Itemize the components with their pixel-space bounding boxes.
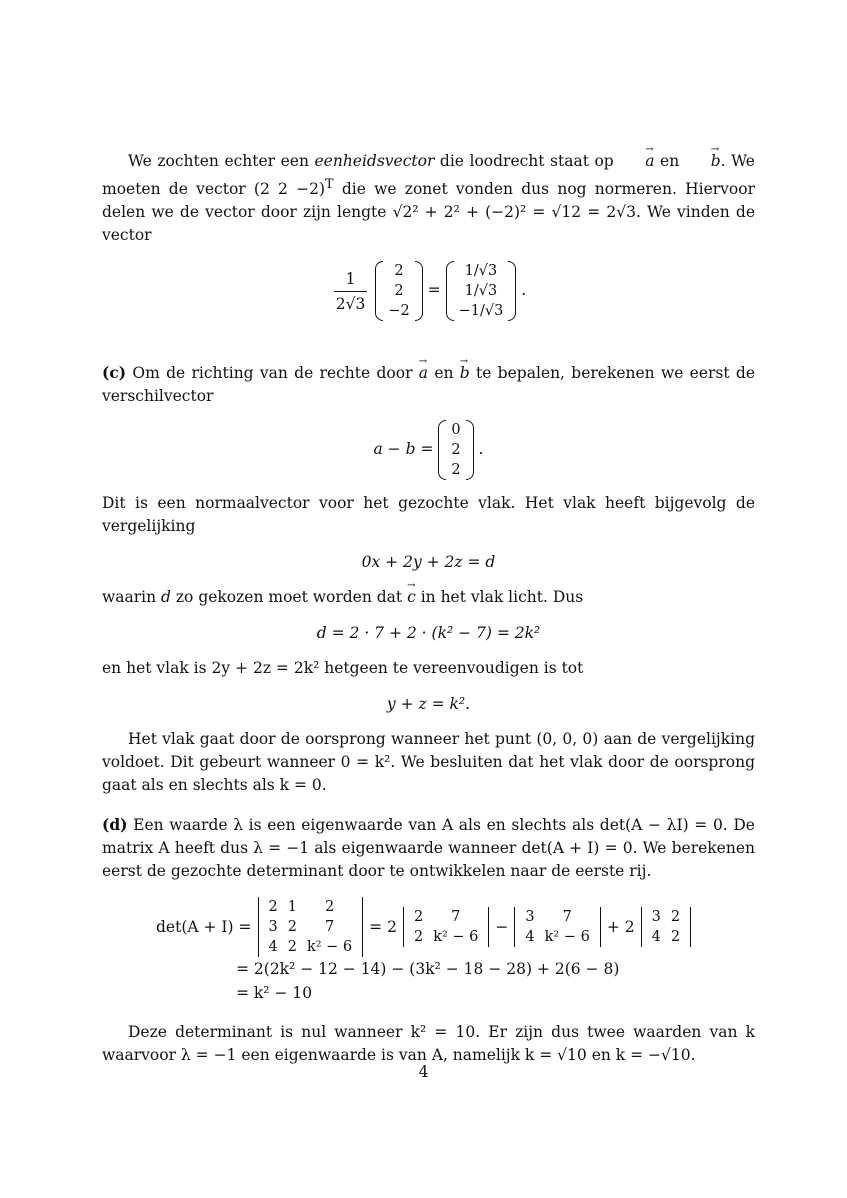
part-label-c: (c): [102, 363, 127, 383]
paragraph-d-part: (d) Een waarde λ is een eigenwaarde van A als en slechts als det(A − λI) = 0. De matrix A heeft dus λ = −1 als eigenwaarde wanneer det(A + I) = 0. We berekenen eerst de gezochte determinant door te ontwikkelen naar de eerste rij.: [102, 815, 755, 881]
paragraph-c: (c) Om de richting van de rechte door → a en → b te bepalen, berekenen we eerst de verschilvector: [102, 361, 755, 408]
emphasis-term: eenheidsvector: [314, 152, 435, 170]
determinant-computation: det(A + I) = 2 1 2 3 2 7 4 2 k² − 6 = 2 2 7 2 k² − 6 − 3 7 4 k² − 6 + 2 3 2 4 2 = 2(2k² − 12 − 14) − (3k² − 18 − 28) + 2(6 − 8) = k² − 10: [156, 897, 755, 1005]
minor-3: 3 2 4 2: [639, 907, 693, 947]
part-label-d: (d): [102, 815, 128, 835]
document-page: [102, 150, 755, 1067]
minor-1: 2 7 2 k² − 6: [401, 907, 491, 947]
paragraph-conclusion: Deze determinant is nul wanneer k² = 10. Er zijn dus twee waarden van k waarvoor λ = −1 een eigenwaarde is van A, namelijk k = √10 en k = −√10.: [102, 1023, 755, 1065]
vector-b: → b: [685, 150, 721, 173]
equation-simplified-plane: y + z = k².: [386, 695, 471, 714]
paragraph-normalize: We zochten echter een eenheidsvector die loodrecht staat op → a en → b. We moeten de vector (2 2 −2)$^T$ die we zonet vonden dus nog normeren. Hiervoor delen we de vector door zijn lengte √2² + 2² + (−2)² = √12 = 2√3. We vinden de vector: [102, 150, 755, 247]
equation-plane: 0x + 2y + 2z = d: [361, 553, 496, 572]
equation-d: d = 2 · 7 + 2 · (k² − 7) = 2k²: [316, 624, 541, 643]
paragraph-origin: Het vlak gaat door de oorsprong wanneer het punt (0, 0, 0) aan de vergelijking voldoet. Dit gebeurt wanneer 0 = k². We besluiten dat het vlak door de oorsprong gaat als en slechts als k = 0.: [102, 730, 755, 795]
det-line-3: = k² − 10: [236, 984, 313, 1003]
minor-2: 3 7 4 k² − 6: [512, 907, 602, 947]
vector-2-2-neg2: 2 2 −2: [375, 261, 422, 321]
page-number: 4: [418, 1063, 429, 1081]
paragraph-normal-vector: Dit is een normaalvector voor het gezochte vlak. Het vlak heeft bijgevolg de vergelijking: [102, 494, 755, 536]
matrix-3x3: 2 1 2 3 2 7 4 2 k² − 6: [256, 897, 366, 957]
unit-vector-result: 1/√3 1/√3 −1/√3: [446, 261, 517, 321]
paragraph-plane-simplify: en het vlak is 2y + 2z = 2k² hetgeen te vereenvoudigen is tot: [102, 659, 584, 678]
vector-a: → a: [619, 150, 654, 173]
equation-unit-vector: $\frac{1}{2√3}$ 2 2 −2 = 1/√3 1/√3 −1/√3 .: [335, 263, 527, 320]
equation-difference-vector: a − b = 0 2 2 .: [373, 422, 484, 479]
paragraph-d: waarin d zo gekozen moet worden dat → c in het vlak licht. Dus: [102, 586, 755, 609]
det-line-2: = 2(2k² − 12 − 14) − (3k² − 18 − 28) + 2(6 − 8): [236, 960, 620, 979]
